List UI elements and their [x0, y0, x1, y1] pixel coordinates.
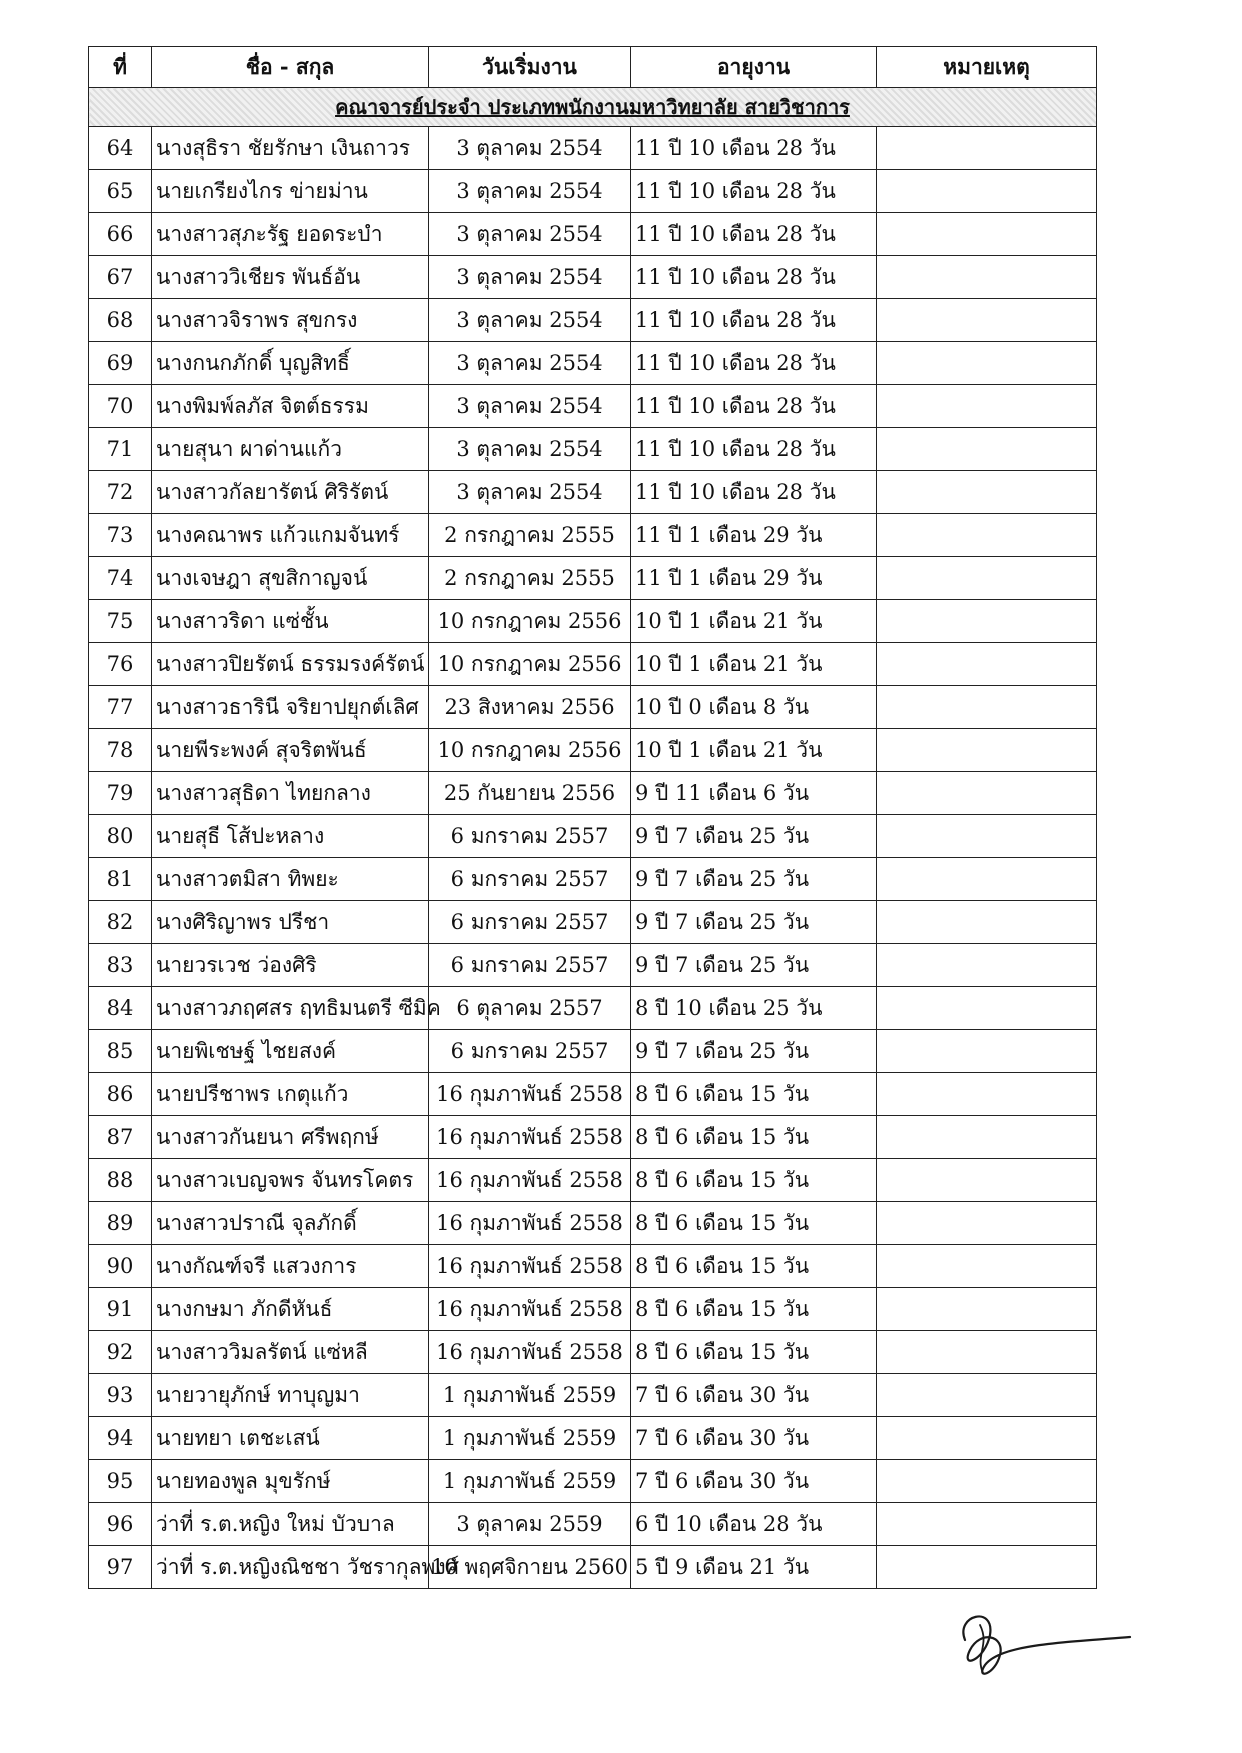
row-name: นายทยา เตชะเสน์ — [152, 1417, 429, 1460]
table-row — [89, 1460, 1097, 1503]
row-note — [877, 901, 1097, 944]
row-tenure: 10 ปี 0 เดือน 8 วัน — [631, 686, 877, 729]
row-name: นางกนกภักดิ์ บุญสิทธิ์ — [152, 342, 429, 385]
table-row — [89, 127, 1097, 170]
row-name: นายทองพูล มุขรักษ์ — [152, 1460, 429, 1503]
row-name: นางสาวกันยนา ศรีพฤกษ์ — [152, 1116, 429, 1159]
table-row — [89, 1202, 1097, 1245]
row-no: 67 — [89, 256, 152, 299]
row-tenure: 9 ปี 7 เดือน 25 วัน — [631, 1030, 877, 1073]
table-row — [89, 987, 1097, 1030]
row-start-date: 3 ตุลาคม 2554 — [429, 428, 631, 471]
row-start-date: 3 ตุลาคม 2554 — [429, 299, 631, 342]
row-name: ว่าที่ ร.ต.หญิงณิชชา วัชรากุลพงศ์ — [152, 1546, 429, 1589]
row-note — [877, 127, 1097, 170]
row-note — [877, 170, 1097, 213]
row-name: นางกษมา ภักดีหันธ์ — [152, 1288, 429, 1331]
row-no: 65 — [89, 170, 152, 213]
row-note — [877, 987, 1097, 1030]
table-body — [89, 88, 1097, 1589]
row-tenure: 9 ปี 7 เดือน 25 วัน — [631, 815, 877, 858]
row-start-date: 23 สิงหาคม 2556 — [429, 686, 631, 729]
row-start-date: 1 กุมภาพันธ์ 2559 — [429, 1460, 631, 1503]
row-note — [877, 1073, 1097, 1116]
row-start-date: 3 ตุลาคม 2554 — [429, 256, 631, 299]
table-row — [89, 944, 1097, 987]
row-start-date: 3 ตุลาคม 2554 — [429, 471, 631, 514]
section-title: คณาจารย์ประจำ ประเภทพนักงานมหาวิทยาลัย สายวิชาการ — [89, 88, 1097, 127]
row-start-date: 6 มกราคม 2557 — [429, 944, 631, 987]
row-name: นางสาวเบญจพร จันทรโคตร — [152, 1159, 429, 1202]
row-tenure: 8 ปี 6 เดือน 15 วัน — [631, 1202, 877, 1245]
row-name: นายพิเชษฐ์ ไชยสงค์ — [152, 1030, 429, 1073]
row-no: 74 — [89, 557, 152, 600]
row-tenure: 11 ปี 1 เดือน 29 วัน — [631, 514, 877, 557]
row-no: 72 — [89, 471, 152, 514]
row-tenure: 5 ปี 9 เดือน 21 วัน — [631, 1546, 877, 1589]
table-row — [89, 299, 1097, 342]
table-row — [89, 1331, 1097, 1374]
row-tenure: 11 ปี 1 เดือน 29 วัน — [631, 557, 877, 600]
row-note — [877, 256, 1097, 299]
table-row — [89, 514, 1097, 557]
row-note — [877, 1288, 1097, 1331]
row-no: 93 — [89, 1374, 152, 1417]
row-start-date: 16 กุมภาพันธ์ 2558 — [429, 1245, 631, 1288]
row-tenure: 7 ปี 6 เดือน 30 วัน — [631, 1417, 877, 1460]
row-note — [877, 385, 1097, 428]
row-note — [877, 428, 1097, 471]
row-note — [877, 815, 1097, 858]
row-no: 86 — [89, 1073, 152, 1116]
row-note — [877, 944, 1097, 987]
row-note — [877, 1546, 1097, 1589]
row-no: 97 — [89, 1546, 152, 1589]
table-row — [89, 1030, 1097, 1073]
row-no: 91 — [89, 1288, 152, 1331]
section-row — [89, 88, 1097, 127]
table-row — [89, 1159, 1097, 1202]
row-name: นางสาวสุภะรัฐ ยอดระบำ — [152, 213, 429, 256]
table-row — [89, 1116, 1097, 1159]
row-tenure: 8 ปี 6 เดือน 15 วัน — [631, 1159, 877, 1202]
table-row — [89, 471, 1097, 514]
row-tenure: 11 ปี 10 เดือน 28 วัน — [631, 342, 877, 385]
row-name: นางสาวสุธิดา ไทยกลาง — [152, 772, 429, 815]
row-name: นายพีระพงค์ สุจริตพันธ์ — [152, 729, 429, 772]
row-start-date: 2 กรกฎาคม 2555 — [429, 514, 631, 557]
table-row — [89, 1417, 1097, 1460]
row-note — [877, 213, 1097, 256]
row-name: ว่าที่ ร.ต.หญิง ใหม่ บัวบาล — [152, 1503, 429, 1546]
row-name: นางสุธิรา ชัยรักษา เงินถาวร — [152, 127, 429, 170]
row-start-date: 16 กุมภาพันธ์ 2558 — [429, 1202, 631, 1245]
row-start-date: 10 กรกฎาคม 2556 — [429, 600, 631, 643]
row-no: 70 — [89, 385, 152, 428]
row-note — [877, 1030, 1097, 1073]
row-no: 69 — [89, 342, 152, 385]
row-no: 73 — [89, 514, 152, 557]
table-row — [89, 729, 1097, 772]
row-no: 66 — [89, 213, 152, 256]
row-start-date: 6 มกราคม 2557 — [429, 1030, 631, 1073]
row-no: 81 — [89, 858, 152, 901]
row-tenure: 6 ปี 10 เดือน 28 วัน — [631, 1503, 877, 1546]
row-start-date: 16 กุมภาพันธ์ 2558 — [429, 1331, 631, 1374]
row-start-date: 16 กุมภาพันธ์ 2558 — [429, 1073, 631, 1116]
row-tenure: 10 ปี 1 เดือน 21 วัน — [631, 643, 877, 686]
row-start-date: 3 ตุลาคม 2554 — [429, 342, 631, 385]
row-tenure: 9 ปี 7 เดือน 25 วัน — [631, 858, 877, 901]
row-tenure: 11 ปี 10 เดือน 28 วัน — [631, 213, 877, 256]
table-row — [89, 772, 1097, 815]
row-tenure: 10 ปี 1 เดือน 21 วัน — [631, 600, 877, 643]
row-name: นายเกรียงไกร ข่ายม่าน — [152, 170, 429, 213]
row-name: นางสาววิมลรัตน์ แซ่หลี — [152, 1331, 429, 1374]
row-tenure: 11 ปี 10 เดือน 28 วัน — [631, 170, 877, 213]
row-name: นายปรีชาพร เกตุแก้ว — [152, 1073, 429, 1116]
row-start-date: 2 กรกฎาคม 2555 — [429, 557, 631, 600]
header-name: ชื่อ - สกุล — [152, 47, 429, 88]
row-no: 76 — [89, 643, 152, 686]
row-start-date: 25 กันยายน 2556 — [429, 772, 631, 815]
row-no: 89 — [89, 1202, 152, 1245]
row-note — [877, 1503, 1097, 1546]
header-start-date: วันเริ่มงาน — [429, 47, 631, 88]
row-note — [877, 1202, 1097, 1245]
row-no: 84 — [89, 987, 152, 1030]
row-note — [877, 1417, 1097, 1460]
table-row — [89, 428, 1097, 471]
row-start-date: 16 กุมภาพันธ์ 2558 — [429, 1159, 631, 1202]
row-no: 87 — [89, 1116, 152, 1159]
table-row — [89, 600, 1097, 643]
row-tenure: 7 ปี 6 เดือน 30 วัน — [631, 1460, 877, 1503]
row-no: 68 — [89, 299, 152, 342]
table-row — [89, 1546, 1097, 1589]
row-name: นายสุธี โส้ปะหลาง — [152, 815, 429, 858]
table-row — [89, 1288, 1097, 1331]
row-tenure: 11 ปี 10 เดือน 28 วัน — [631, 127, 877, 170]
row-note — [877, 1245, 1097, 1288]
table-row — [89, 213, 1097, 256]
row-tenure: 11 ปี 10 เดือน 28 วัน — [631, 428, 877, 471]
row-note — [877, 1374, 1097, 1417]
row-no: 78 — [89, 729, 152, 772]
table-header-row — [89, 47, 1097, 88]
table-row — [89, 256, 1097, 299]
table-row — [89, 1374, 1097, 1417]
row-start-date: 3 ตุลาคม 2554 — [429, 170, 631, 213]
row-name: นางสาวธารินี จริยาปยุกต์เลิศ — [152, 686, 429, 729]
row-tenure: 10 ปี 1 เดือน 21 วัน — [631, 729, 877, 772]
header-no: ที่ — [89, 47, 152, 88]
table-row — [89, 1503, 1097, 1546]
row-name: นางสาวปิยรัตน์ ธรรมรงค์รัตน์ — [152, 643, 429, 686]
table-row — [89, 557, 1097, 600]
row-start-date: 10 กรกฎาคม 2556 — [429, 643, 631, 686]
row-tenure: 8 ปี 6 เดือน 15 วัน — [631, 1073, 877, 1116]
row-start-date: 6 ตุลาคม 2557 — [429, 987, 631, 1030]
table-row — [89, 170, 1097, 213]
row-note — [877, 471, 1097, 514]
row-no: 95 — [89, 1460, 152, 1503]
row-no: 80 — [89, 815, 152, 858]
row-start-date: 3 ตุลาคม 2554 — [429, 213, 631, 256]
row-name: นายสุนา ผาด่านแก้ว — [152, 428, 429, 471]
row-note — [877, 557, 1097, 600]
row-no: 96 — [89, 1503, 152, 1546]
row-start-date: 10 กรกฎาคม 2556 — [429, 729, 631, 772]
table-row — [89, 901, 1097, 944]
row-name: นายวรเวช ว่องศิริ — [152, 944, 429, 987]
row-start-date: 1 กุมภาพันธ์ 2559 — [429, 1417, 631, 1460]
table-row — [89, 643, 1097, 686]
row-no: 88 — [89, 1159, 152, 1202]
row-no: 83 — [89, 944, 152, 987]
row-no: 94 — [89, 1417, 152, 1460]
row-name: นางเจษฎา สุขสิกาญจน์ — [152, 557, 429, 600]
row-note — [877, 729, 1097, 772]
row-tenure: 9 ปี 7 เดือน 25 วัน — [631, 901, 877, 944]
row-start-date: 3 ตุลาคม 2559 — [429, 1503, 631, 1546]
row-tenure: 11 ปี 10 เดือน 28 วัน — [631, 471, 877, 514]
table-row — [89, 686, 1097, 729]
row-note — [877, 858, 1097, 901]
row-start-date: 16 กุมภาพันธ์ 2558 — [429, 1288, 631, 1331]
header-tenure: อายุงาน — [631, 47, 877, 88]
row-tenure: 8 ปี 6 เดือน 15 วัน — [631, 1288, 877, 1331]
row-tenure: 9 ปี 7 เดือน 25 วัน — [631, 944, 877, 987]
row-name: นางสาวกัลยารัตน์ ศิริรัตน์ — [152, 471, 429, 514]
row-note — [877, 1331, 1097, 1374]
row-note — [877, 514, 1097, 557]
row-note — [877, 299, 1097, 342]
table-row — [89, 342, 1097, 385]
row-note — [877, 1159, 1097, 1202]
row-start-date: 10 พฤศจิกายน 2560 — [429, 1546, 631, 1589]
table-row — [89, 385, 1097, 428]
row-name: นางสาววิเชียร พันธ์อัน — [152, 256, 429, 299]
row-name: นางสาวภฤศสร ฤทธิมนตรี ซีมิค — [152, 987, 429, 1030]
signature-icon — [945, 1595, 1135, 1685]
row-note — [877, 1460, 1097, 1503]
row-name: นายวายุภักษ์ ทาบุญมา — [152, 1374, 429, 1417]
table-row — [89, 858, 1097, 901]
row-start-date: 6 มกราคม 2557 — [429, 815, 631, 858]
row-note — [877, 772, 1097, 815]
row-name: นางศิริญาพร ปรีชา — [152, 901, 429, 944]
staff-tenure-document — [88, 46, 1096, 1589]
row-name: นางสาวริดา แซ่ชั้น — [152, 600, 429, 643]
row-no: 90 — [89, 1245, 152, 1288]
row-tenure: 8 ปี 6 เดือน 15 วัน — [631, 1245, 877, 1288]
row-no: 85 — [89, 1030, 152, 1073]
row-no: 92 — [89, 1331, 152, 1374]
row-tenure: 11 ปี 10 เดือน 28 วัน — [631, 299, 877, 342]
row-start-date: 3 ตุลาคม 2554 — [429, 385, 631, 428]
row-tenure: 11 ปี 10 เดือน 28 วัน — [631, 385, 877, 428]
row-start-date: 16 กุมภาพันธ์ 2558 — [429, 1116, 631, 1159]
row-name: นางสาวปราณี จุลภักดิ์ — [152, 1202, 429, 1245]
row-no: 71 — [89, 428, 152, 471]
row-name: นางสาวจิราพร สุขกรง — [152, 299, 429, 342]
row-no: 64 — [89, 127, 152, 170]
row-tenure: 11 ปี 10 เดือน 28 วัน — [631, 256, 877, 299]
row-start-date: 3 ตุลาคม 2554 — [429, 127, 631, 170]
staff-tenure-table — [88, 46, 1097, 1589]
row-tenure: 8 ปี 6 เดือน 15 วัน — [631, 1331, 877, 1374]
table-row — [89, 815, 1097, 858]
row-name: นางคณาพร แก้วแกมจันทร์ — [152, 514, 429, 557]
row-name: นางกัณฑ์จรี แสวงการ — [152, 1245, 429, 1288]
row-note — [877, 600, 1097, 643]
row-note — [877, 643, 1097, 686]
row-note — [877, 342, 1097, 385]
row-no: 79 — [89, 772, 152, 815]
table-row — [89, 1245, 1097, 1288]
row-note — [877, 1116, 1097, 1159]
row-tenure: 9 ปี 11 เดือน 6 วัน — [631, 772, 877, 815]
row-start-date: 6 มกราคม 2557 — [429, 858, 631, 901]
table-row — [89, 1073, 1097, 1116]
row-name: นางพิมพ์ลภัส จิตต์ธรรม — [152, 385, 429, 428]
row-no: 82 — [89, 901, 152, 944]
row-start-date: 6 มกราคม 2557 — [429, 901, 631, 944]
header-note: หมายเหตุ — [877, 47, 1097, 88]
row-tenure: 8 ปี 10 เดือน 25 วัน — [631, 987, 877, 1030]
row-tenure: 7 ปี 6 เดือน 30 วัน — [631, 1374, 877, 1417]
row-tenure: 8 ปี 6 เดือน 15 วัน — [631, 1116, 877, 1159]
row-no: 77 — [89, 686, 152, 729]
row-no: 75 — [89, 600, 152, 643]
row-note — [877, 686, 1097, 729]
row-start-date: 1 กุมภาพันธ์ 2559 — [429, 1374, 631, 1417]
row-name: นางสาวตมิสา ทิพยะ — [152, 858, 429, 901]
